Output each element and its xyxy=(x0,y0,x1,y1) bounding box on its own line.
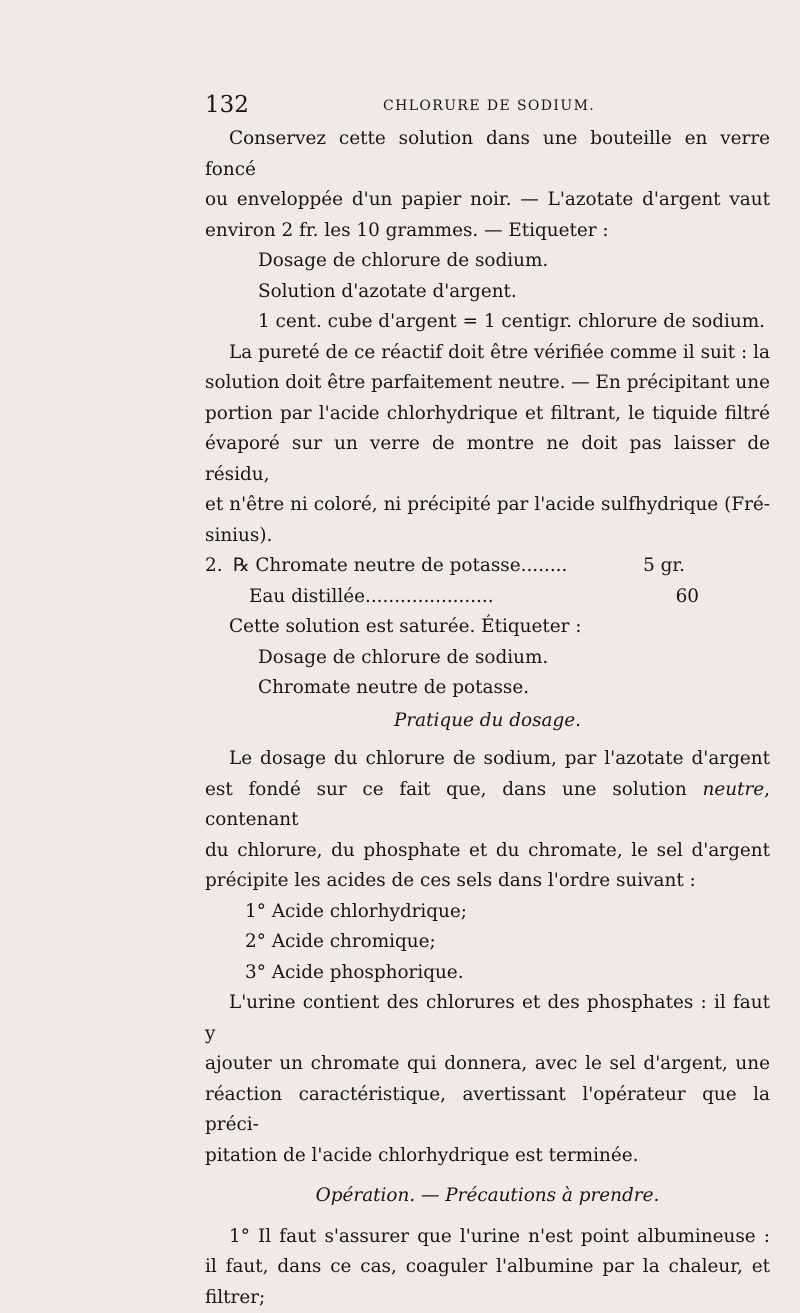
recipe-row xyxy=(205,551,685,582)
text-fragment: , contenant xyxy=(205,779,770,831)
text-line: il faut, dans ce cas, coaguler l'albumine par la chaleur, et xyxy=(205,1252,770,1283)
text-line: Conservez cette solution dans une bouteille en verre foncé xyxy=(205,124,770,185)
text-line xyxy=(205,775,770,836)
list-item: 1° Acide chlorhydrique; xyxy=(205,897,770,928)
text-line: précipite les acides de ces sels dans l'ordre suivant : xyxy=(205,866,770,897)
list-item: 2° Acide chromique; xyxy=(205,927,770,958)
text-fragment: est fondé sur ce fait que, dans une solution xyxy=(205,779,703,800)
text-line: réaction caractéristique, avertissant l'opérateur que la préci- xyxy=(205,1080,770,1141)
label-line: Dosage de chlorure de sodium. xyxy=(205,643,770,674)
label-line: Chromate neutre de potasse. xyxy=(205,673,770,704)
recipe-row xyxy=(205,582,699,613)
text-line: L'urine contient des chlorures et des phosphates : il faut y xyxy=(205,988,770,1049)
running-title: CHLORURE DE SODIUM. xyxy=(383,98,595,114)
recipe-ingredient: Eau distillée xyxy=(249,582,365,613)
recipe-quantity: 5 gr. xyxy=(643,551,685,582)
page-body xyxy=(205,124,770,1313)
text-line: Cette solution est saturée. Étiqueter : xyxy=(205,612,770,643)
text-line: sinius). xyxy=(205,521,770,552)
leader-dots: ...................... xyxy=(365,582,494,613)
recipe-number: 2. xyxy=(205,551,233,582)
page-number: 132 xyxy=(205,92,249,118)
text-line: et n'être ni coloré, ni précipité par l'acide sulfhydrique (Fré- xyxy=(205,490,770,521)
page-header xyxy=(205,92,770,122)
text-line: ou enveloppée d'un papier noir. — L'azotate d'argent vaut xyxy=(205,185,770,216)
list-item: 3° Acide phosphorique. xyxy=(205,958,770,989)
label-line: 1 cent. cube d'argent = 1 centigr. chlorure de sodium. xyxy=(205,307,770,338)
section-title: Pratique du dosage. xyxy=(205,706,770,737)
text-line: pitation de l'acide chlorhydrique est terminée. xyxy=(205,1141,770,1172)
recipe-quantity: 60 xyxy=(676,582,699,613)
text-line: filtrer; xyxy=(205,1283,770,1313)
text-line: 1° Il faut s'assurer que l'urine n'est point albumineuse : xyxy=(205,1222,770,1253)
text-line: du chlorure, du phosphate et du chromate, le sel d'argent xyxy=(205,836,770,867)
text-line: solution doit être parfaitement neutre. — En précipitant une xyxy=(205,368,770,399)
text-line: portion par l'acide chlorhydrique et filtrant, le tiquide filtré xyxy=(205,399,770,430)
text-line: Le dosage du chlorure de sodium, par l'azotate d'argent xyxy=(205,744,770,775)
text-line: ajouter un chromate qui donnera, avec le sel d'argent, une xyxy=(205,1049,770,1080)
text-line: évaporé sur un verre de montre ne doit pas laisser de résidu, xyxy=(205,429,770,490)
label-line: Dosage de chlorure de sodium. xyxy=(205,246,770,277)
emphasis: neutre xyxy=(703,779,765,800)
section-title: Opération. — Précautions à prendre. xyxy=(205,1181,770,1212)
leader-dots: ........ xyxy=(521,551,568,582)
label-line: Solution d'azotate d'argent. xyxy=(205,277,770,308)
text-line: environ 2 fr. les 10 grammes. — Etiqueter : xyxy=(205,216,770,247)
recipe-ingredient: ℞ Chromate neutre de potasse xyxy=(233,551,521,582)
text-line: La pureté de ce réactif doit être vérifiée comme il suit : la xyxy=(205,338,770,369)
